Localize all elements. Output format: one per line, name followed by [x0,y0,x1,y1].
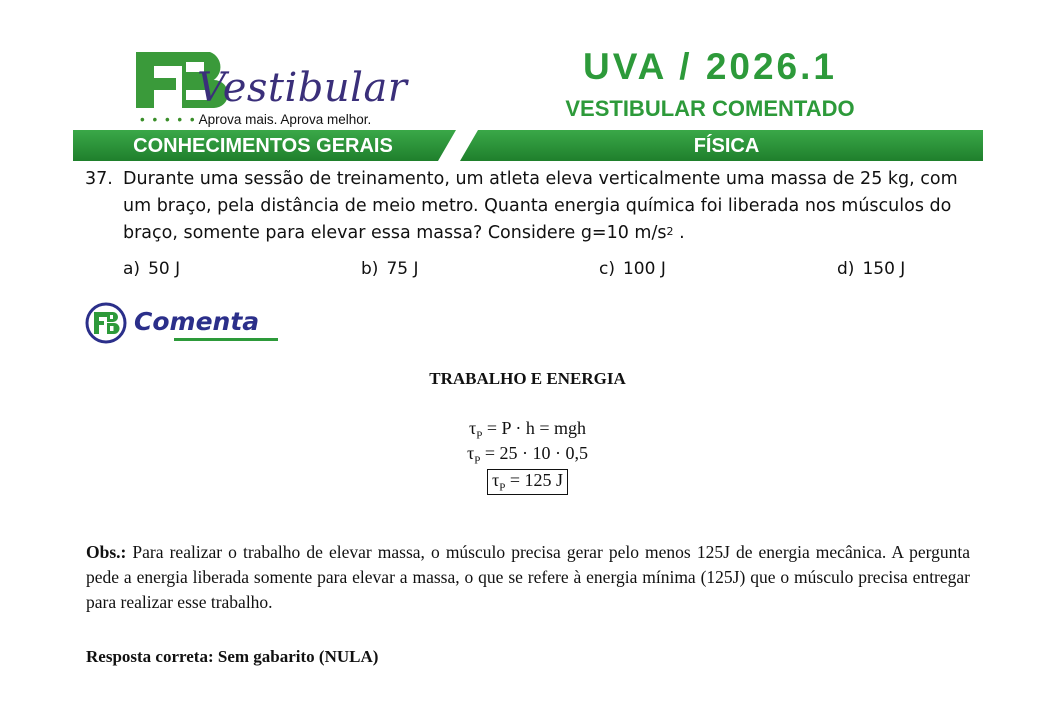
slogan-text: Aprova mais. Aprova melhor. [198,112,372,127]
obs-text: Para realizar o trabalho de elevar massa, o músculo precisa gerar pelo menos 125J de energia mecânica. A pergunta pede a energia liberada somente para elevar a massa, o que se refere à energia mínima (125J) que o músculo precisa entregar para realizar esse trabalho. [86,542,970,612]
option-letter: c) [599,259,615,279]
tau-symbol: τ [469,418,477,438]
question-text-end: . [673,223,685,243]
option-c [599,259,666,279]
tau-symbol: τ [467,443,475,463]
banner-subject: FÍSICA [693,135,760,157]
question-exponent: 2 [666,225,674,238]
tau-subscript: P [474,454,481,467]
exam-title: UVA / 2026.1 [582,46,837,87]
tau-subscript: P [476,429,483,442]
option-a [123,259,180,279]
tau-subscript: P [499,481,506,494]
question-text-main: Durante uma sessão de treinamento, um atleta eleva verticalmente uma massa de 25 kg, com um braço, pela distância de meio metro. Quanta energia química foi liberada nos músculos do braço, somente para elevar essa massa? Considere g=10 m/s [123,169,958,243]
option-value: 100 J [622,259,666,279]
equation-1 [0,418,1055,442]
option-b [361,259,419,279]
equation-rhs: = P · h = mgh [482,418,586,438]
option-d [837,259,905,279]
equation-rhs: = 25 · 10 · 0,5 [480,443,588,463]
result-box [487,469,568,495]
comenta-underline [174,338,278,341]
logo-slogan [140,112,371,127]
option-letter: a) [123,259,141,279]
observation-paragraph [86,540,970,615]
comenta-logo-icon [85,302,127,344]
question-text [123,166,980,247]
question-block [85,166,980,247]
equation-rhs: = 125 J [505,470,563,490]
option-letter: b) [361,259,379,279]
equation-3-result [0,469,1055,495]
obs-label: Obs.: [86,542,127,562]
logo-word: Vestibular [197,65,408,111]
question-number: 37. [85,169,113,189]
equation-2 [0,443,1055,467]
comenta-label: Comenta [134,307,260,336]
option-value: 75 J [386,259,419,279]
correct-answer: Resposta correta: Sem gabarito (NULA) [86,647,379,666]
exam-subtitle: VESTIBULAR COMENTADO [565,96,855,121]
tau-symbol: τ [491,470,500,490]
option-value: 50 J [148,259,181,279]
solution-title: TRABALHO E ENERGIA [429,369,626,388]
option-letter: d) [837,259,855,279]
slogan-dots: • • • • • [140,112,197,127]
option-value: 150 J [862,259,906,279]
banner-subject-area: CONHECIMENTOS GERAIS [133,135,393,157]
